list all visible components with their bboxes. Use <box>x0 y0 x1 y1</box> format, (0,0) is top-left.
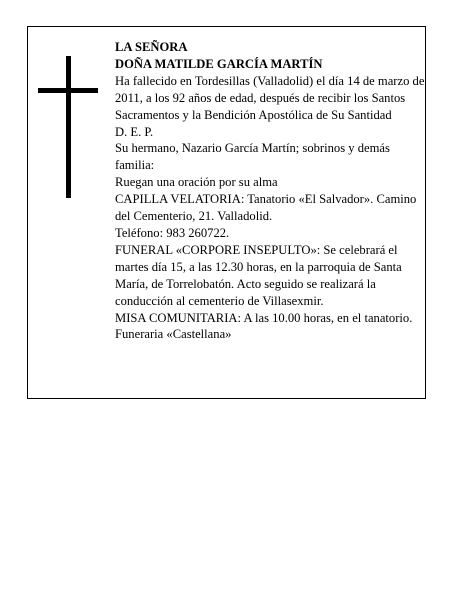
chapel-info: CAPILLA VELATORIA: Tanatorio «El Salvador». Camino del Cementerio, 21. Valladolid. <box>115 192 417 224</box>
notice-text <box>115 39 425 343</box>
funeral-info: FUNERAL «CORPORE INSEPULTO»: Se celebrará el martes día 15, a las 12.30 horas, en la parroquia de Santa María, de Torrelobatón. Acto seguido se realizará la conducción al cementerio de Villasexmir. <box>115 242 402 308</box>
phone-info: Teléfono: 983 260722. <box>115 225 230 240</box>
cross-horizontal-bar <box>38 88 98 93</box>
cross-vertical-bar <box>66 56 71 198</box>
notice-title-line-1: LA SEÑORA <box>115 40 188 54</box>
obituary-notice <box>27 26 426 399</box>
death-announcement: Ha fallecido en Tordesillas (Valladolid) el día 14 de marzo de 2011, a los 92 años de edad, después de recibir los Santos Sacramentos y la Bendición Apostólica de Su Santidad <box>115 73 425 122</box>
funeral-home: Funeraria «Castellana» <box>115 327 232 342</box>
family-line: Su hermano, Nazario García Martín; sobrinos y demás familia: <box>115 141 390 173</box>
notice-title-line-2: DOÑA MATILDE GARCÍA MARTÍN <box>115 56 323 71</box>
cross-icon <box>38 56 98 198</box>
prayer-request: Ruegan una oración por su alma <box>115 175 278 190</box>
dep-line: D. E. P. <box>115 124 154 139</box>
mass-info: MISA COMUNITARIA: A las 10.00 horas, en el tanatorio. <box>115 310 413 325</box>
